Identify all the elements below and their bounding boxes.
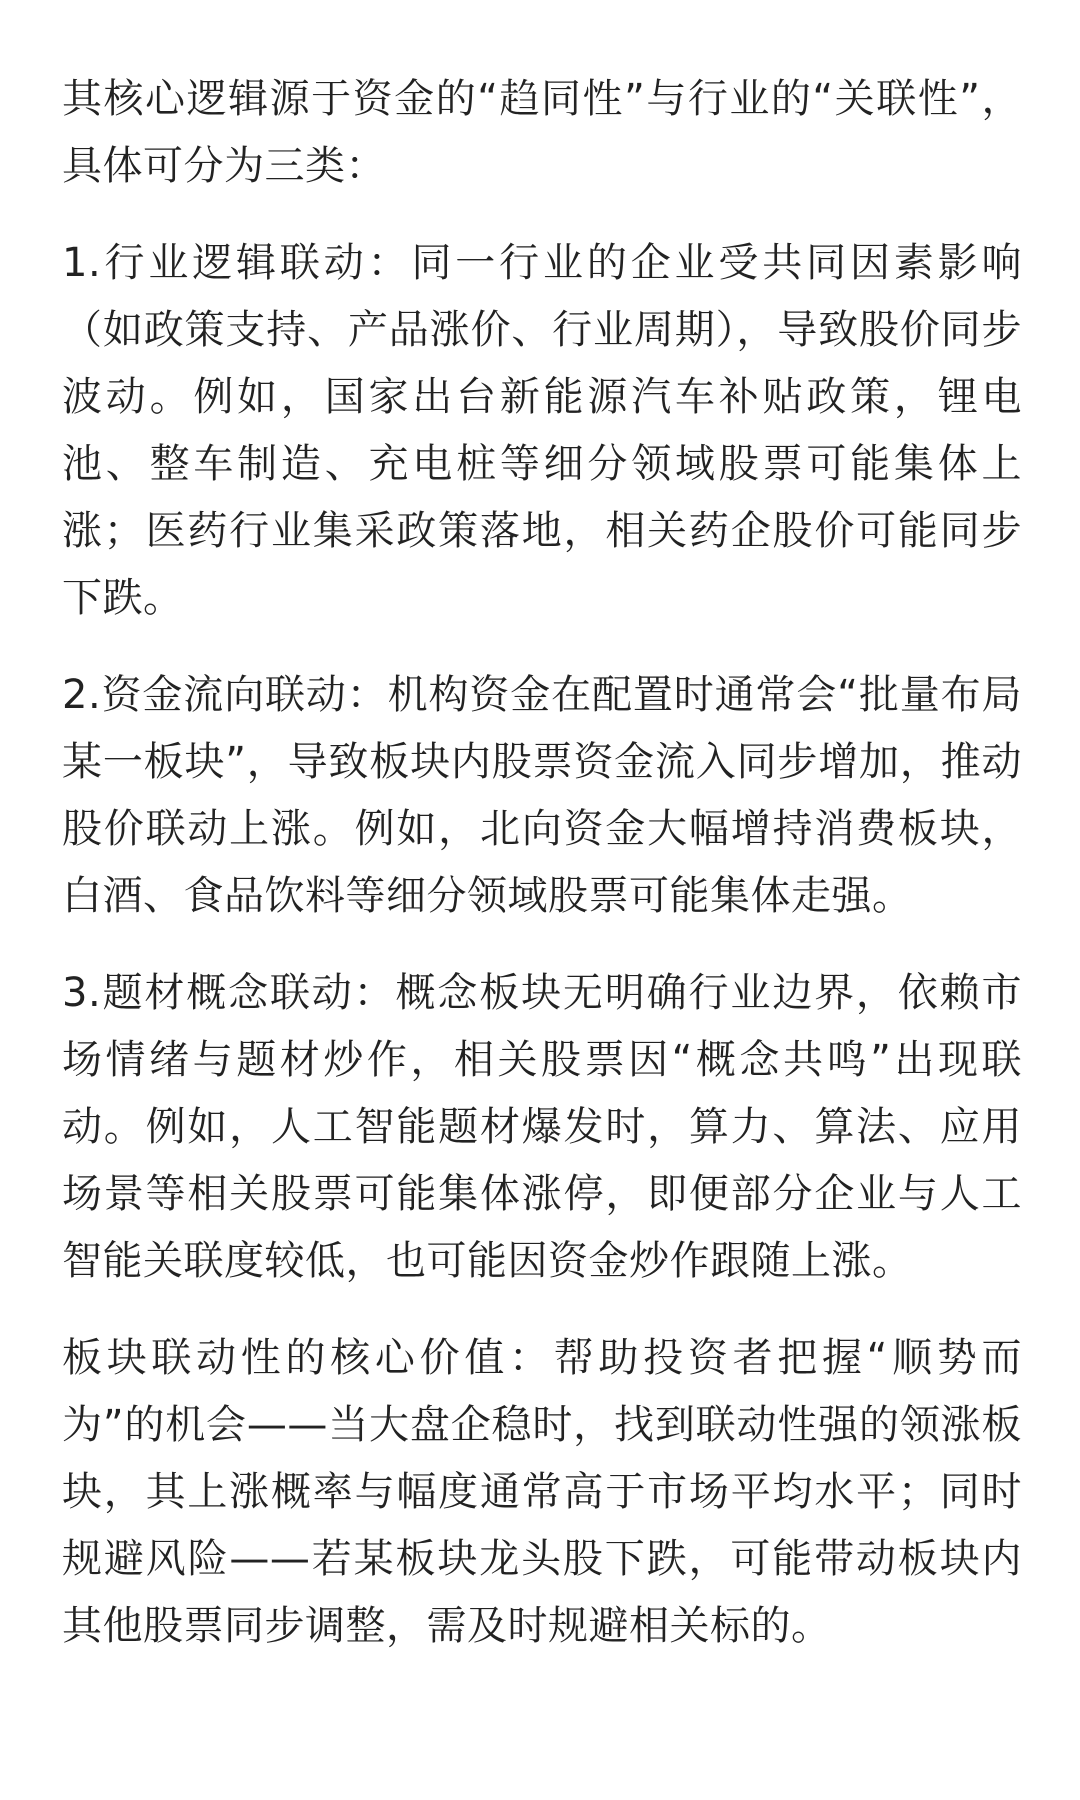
core-value-paragraph: 板块联动性的核心价值：帮助投资者把握“顺势而为”的机会——当大盘企稳时，找到联动性强的领涨板块，其上涨概率与幅度通常高于市场平均水平；同时规避风险——若某板块龙头股下跌，可能带动板块内其他股票同步调整，需及时规避相关标的。 xyxy=(62,1335,1022,1649)
capital-flow-linkage-paragraph: 2.资金流向联动：机构资金在配置时通常会“批量布局某一板块”，导致板块内股票资金流入同步增加，推动股价联动上涨。例如，北向资金大幅增持消费板块，白酒、食品饮料等细分领域股票可能集体走强。 xyxy=(62,672,1022,919)
theme-concept-linkage-paragraph: 3.题材概念联动：概念板块无明确行业边界，依赖市场情绪与题材炒作，相关股票因“概念共鸣”出现联动。例如，人工智能题材爆发时，算力、算法、应用场景等相关股票可能集体涨停，即便部分企业与人工智能关联度较低，也可能因资金炒作跟随上涨。 xyxy=(62,970,1022,1284)
industry-linkage-paragraph: 1.行业逻辑联动：同一行业的企业受共同因素影响（如政策支持、产品涨价、行业周期），导致股价同步波动。例如，国家出台新能源汽车补贴政策，锂电池、整车制造、充电桩等细分领域股票可能集体上涨；医药行业集采政策落地，相关药企股价可能同步下跌。 xyxy=(62,240,1022,621)
intro-paragraph: 其核心逻辑源于资金的“趋同性”与行业的“关联性”，具体可分为三类： xyxy=(62,76,1022,189)
